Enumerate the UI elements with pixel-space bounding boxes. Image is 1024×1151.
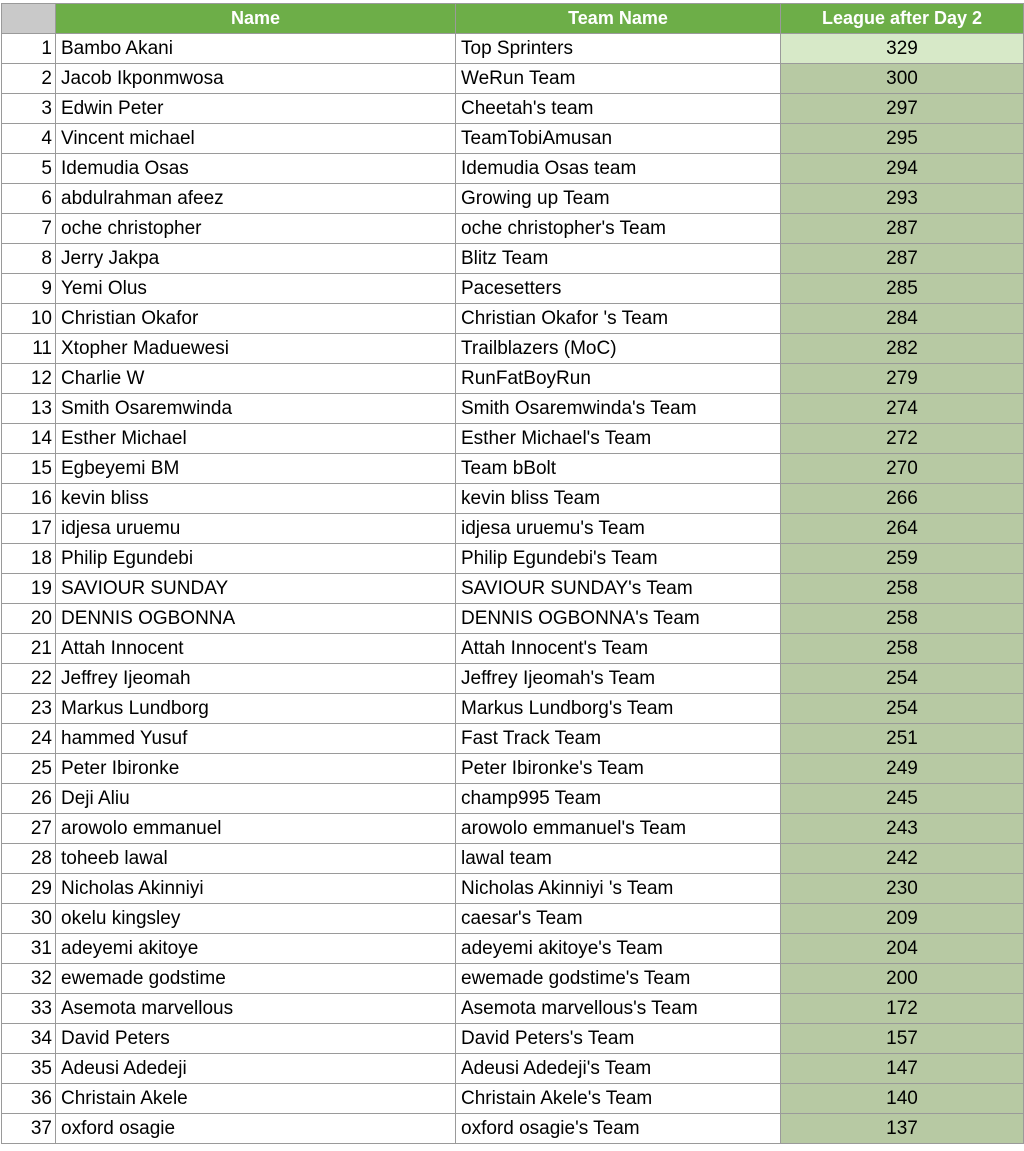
team-name-cell[interactable]: David Peters's Team <box>456 1024 781 1054</box>
team-name-cell[interactable]: TeamTobiAmusan <box>456 124 781 154</box>
team-name-cell[interactable]: Esther Michael's Team <box>456 424 781 454</box>
table-body <box>2 34 1024 1144</box>
name-cell[interactable]: SAVIOUR SUNDAY <box>56 574 456 604</box>
score-cell[interactable]: 258 <box>781 604 1024 634</box>
score-cell[interactable]: 172 <box>781 994 1024 1024</box>
table-row <box>2 124 1024 154</box>
column-header-score[interactable]: League after Day 2 <box>781 4 1024 34</box>
score-cell[interactable]: 297 <box>781 94 1024 124</box>
score-cell[interactable]: 258 <box>781 634 1024 664</box>
team-name-cell[interactable]: Top Sprinters <box>456 34 781 64</box>
table-row <box>2 844 1024 874</box>
score-cell[interactable]: 272 <box>781 424 1024 454</box>
column-header-name[interactable]: Name <box>56 4 456 34</box>
score-cell[interactable]: 282 <box>781 334 1024 364</box>
team-name-cell[interactable]: oche christopher's Team <box>456 214 781 244</box>
table-row <box>2 214 1024 244</box>
team-name-cell[interactable]: Peter Ibironke's Team <box>456 754 781 784</box>
row-number-cell[interactable]: 18 <box>2 544 56 574</box>
team-name-cell[interactable]: Nicholas Akinniyi 's Team <box>456 874 781 904</box>
name-cell[interactable]: Nicholas Akinniyi <box>56 874 456 904</box>
name-cell[interactable]: DENNIS OGBONNA <box>56 604 456 634</box>
team-name-cell[interactable]: arowolo emmanuel's Team <box>456 814 781 844</box>
name-cell[interactable]: Esther Michael <box>56 424 456 454</box>
name-cell[interactable]: adeyemi akitoye <box>56 934 456 964</box>
row-number-cell[interactable]: 17 <box>2 514 56 544</box>
score-cell[interactable]: 329 <box>781 34 1024 64</box>
name-cell[interactable]: hammed Yusuf <box>56 724 456 754</box>
name-cell[interactable]: ewemade godstime <box>56 964 456 994</box>
score-cell[interactable]: 242 <box>781 844 1024 874</box>
name-cell[interactable]: Attah Innocent <box>56 634 456 664</box>
score-cell[interactable]: 230 <box>781 874 1024 904</box>
row-number-cell[interactable]: 1 <box>2 34 56 64</box>
score-cell[interactable]: 259 <box>781 544 1024 574</box>
table-row <box>2 634 1024 664</box>
row-number-cell[interactable]: 21 <box>2 634 56 664</box>
table-row <box>2 484 1024 514</box>
team-name-cell[interactable]: Adeusi Adedeji's Team <box>456 1054 781 1084</box>
row-number-cell[interactable]: 12 <box>2 364 56 394</box>
table-row <box>2 154 1024 184</box>
table-row <box>2 454 1024 484</box>
name-cell[interactable]: David Peters <box>56 1024 456 1054</box>
team-name-cell[interactable]: Markus Lundborg's Team <box>456 694 781 724</box>
table-row <box>2 304 1024 334</box>
score-cell[interactable]: 287 <box>781 214 1024 244</box>
header-row <box>2 4 1024 34</box>
table-row <box>2 64 1024 94</box>
name-cell[interactable]: Jerry Jakpa <box>56 244 456 274</box>
table-row <box>2 574 1024 604</box>
team-name-cell[interactable]: Pacesetters <box>456 274 781 304</box>
name-cell[interactable]: Smith Osaremwinda <box>56 394 456 424</box>
name-cell[interactable]: Idemudia Osas <box>56 154 456 184</box>
team-name-cell[interactable]: Cheetah's team <box>456 94 781 124</box>
score-cell[interactable]: 254 <box>781 664 1024 694</box>
table-row <box>2 424 1024 454</box>
score-cell[interactable]: 266 <box>781 484 1024 514</box>
team-name-cell[interactable]: Idemudia Osas team <box>456 154 781 184</box>
team-name-cell[interactable]: Blitz Team <box>456 244 781 274</box>
row-number-cell[interactable]: 20 <box>2 604 56 634</box>
name-cell[interactable]: Markus Lundborg <box>56 694 456 724</box>
name-cell[interactable]: Peter Ibironke <box>56 754 456 784</box>
row-number-cell[interactable]: 4 <box>2 124 56 154</box>
name-cell[interactable]: abdulrahman afeez <box>56 184 456 214</box>
row-number-cell[interactable]: 35 <box>2 1054 56 1084</box>
team-name-cell[interactable]: ewemade godstime's Team <box>456 964 781 994</box>
table-row <box>2 184 1024 214</box>
score-cell[interactable]: 293 <box>781 184 1024 214</box>
name-cell[interactable]: Edwin Peter <box>56 94 456 124</box>
name-cell[interactable]: kevin bliss <box>56 484 456 514</box>
row-number-cell[interactable]: 16 <box>2 484 56 514</box>
team-name-cell[interactable]: Smith Osaremwinda's Team <box>456 394 781 424</box>
row-number-cell[interactable]: 28 <box>2 844 56 874</box>
name-cell[interactable]: oxford osagie <box>56 1114 456 1144</box>
row-number-cell[interactable]: 19 <box>2 574 56 604</box>
table-row <box>2 754 1024 784</box>
table-row <box>2 814 1024 844</box>
score-cell[interactable]: 147 <box>781 1054 1024 1084</box>
team-name-cell[interactable]: idjesa uruemu's Team <box>456 514 781 544</box>
name-cell[interactable]: Jeffrey Ijeomah <box>56 664 456 694</box>
name-cell[interactable]: Deji Aliu <box>56 784 456 814</box>
team-name-cell[interactable]: RunFatBoyRun <box>456 364 781 394</box>
score-cell[interactable]: 294 <box>781 154 1024 184</box>
name-cell[interactable]: Jacob Ikponmwosa <box>56 64 456 94</box>
name-cell[interactable]: Xtopher Maduewesi <box>56 334 456 364</box>
table-row <box>2 784 1024 814</box>
row-number-cell[interactable]: 2 <box>2 64 56 94</box>
row-number-cell[interactable]: 24 <box>2 724 56 754</box>
table-row <box>2 694 1024 724</box>
row-number-cell[interactable]: 37 <box>2 1114 56 1144</box>
score-cell[interactable]: 279 <box>781 364 1024 394</box>
row-number-cell[interactable]: 25 <box>2 754 56 784</box>
table-row <box>2 1024 1024 1054</box>
row-number-cell[interactable]: 31 <box>2 934 56 964</box>
table-row <box>2 1084 1024 1114</box>
table-row <box>2 994 1024 1024</box>
table-row <box>2 934 1024 964</box>
row-number-cell[interactable]: 11 <box>2 334 56 364</box>
score-cell[interactable]: 285 <box>781 274 1024 304</box>
score-cell[interactable]: 204 <box>781 934 1024 964</box>
team-name-cell[interactable]: kevin bliss Team <box>456 484 781 514</box>
row-number-cell[interactable]: 23 <box>2 694 56 724</box>
row-number-cell[interactable]: 9 <box>2 274 56 304</box>
table-row <box>2 664 1024 694</box>
score-cell[interactable]: 249 <box>781 754 1024 784</box>
table-row <box>2 904 1024 934</box>
row-number-cell[interactable]: 14 <box>2 424 56 454</box>
row-number-cell[interactable]: 32 <box>2 964 56 994</box>
team-name-cell[interactable]: caesar's Team <box>456 904 781 934</box>
team-name-cell[interactable]: DENNIS OGBONNA's Team <box>456 604 781 634</box>
score-cell[interactable]: 284 <box>781 304 1024 334</box>
name-cell[interactable]: Vincent michael <box>56 124 456 154</box>
row-number-cell[interactable]: 3 <box>2 94 56 124</box>
row-number-cell[interactable]: 27 <box>2 814 56 844</box>
table-row <box>2 364 1024 394</box>
team-name-cell[interactable]: SAVIOUR SUNDAY's Team <box>456 574 781 604</box>
team-name-cell[interactable]: champ995 Team <box>456 784 781 814</box>
score-cell[interactable]: 157 <box>781 1024 1024 1054</box>
team-name-cell[interactable]: Christian Okafor 's Team <box>456 304 781 334</box>
name-cell[interactable]: Yemi Olus <box>56 274 456 304</box>
team-name-cell[interactable]: Team bBolt <box>456 454 781 484</box>
score-cell[interactable]: 295 <box>781 124 1024 154</box>
table-row <box>2 1054 1024 1084</box>
score-cell[interactable]: 264 <box>781 514 1024 544</box>
team-name-cell[interactable]: Philip Egundebi's Team <box>456 544 781 574</box>
table-row <box>2 244 1024 274</box>
team-name-cell[interactable]: Trailblazers (MoC) <box>456 334 781 364</box>
name-cell[interactable]: Charlie W <box>56 364 456 394</box>
row-number-cell[interactable]: 15 <box>2 454 56 484</box>
row-number-cell[interactable]: 36 <box>2 1084 56 1114</box>
table-row <box>2 1114 1024 1144</box>
name-cell[interactable]: Christian Okafor <box>56 304 456 334</box>
team-name-cell[interactable]: oxford osagie's Team <box>456 1114 781 1144</box>
table-header <box>2 4 1024 34</box>
row-number-cell[interactable]: 33 <box>2 994 56 1024</box>
name-cell[interactable]: Asemota marvellous <box>56 994 456 1024</box>
name-cell[interactable]: Adeusi Adedeji <box>56 1054 456 1084</box>
team-name-cell[interactable]: adeyemi akitoye's Team <box>456 934 781 964</box>
score-cell[interactable]: 140 <box>781 1084 1024 1114</box>
row-number-cell[interactable]: 26 <box>2 784 56 814</box>
score-cell[interactable]: 200 <box>781 964 1024 994</box>
name-cell[interactable]: okelu kingsley <box>56 904 456 934</box>
league-table <box>1 3 1024 1144</box>
name-cell[interactable]: Egbeyemi BM <box>56 454 456 484</box>
table-row <box>2 34 1024 64</box>
name-cell[interactable]: Christain Akele <box>56 1084 456 1114</box>
name-cell[interactable]: idjesa uruemu <box>56 514 456 544</box>
score-cell[interactable]: 270 <box>781 454 1024 484</box>
score-cell[interactable]: 258 <box>781 574 1024 604</box>
column-header-team[interactable]: Team Name <box>456 4 781 34</box>
table-row <box>2 874 1024 904</box>
table-row <box>2 514 1024 544</box>
name-cell[interactable]: toheeb lawal <box>56 844 456 874</box>
team-name-cell[interactable]: Fast Track Team <box>456 724 781 754</box>
table-row <box>2 724 1024 754</box>
row-number-cell[interactable]: 34 <box>2 1024 56 1054</box>
row-number-cell[interactable]: 7 <box>2 214 56 244</box>
table-row <box>2 94 1024 124</box>
score-cell[interactable]: 245 <box>781 784 1024 814</box>
score-cell[interactable]: 287 <box>781 244 1024 274</box>
table-row <box>2 964 1024 994</box>
team-name-cell[interactable]: lawal team <box>456 844 781 874</box>
table-row <box>2 334 1024 364</box>
name-cell[interactable]: Philip Egundebi <box>56 544 456 574</box>
row-number-cell[interactable]: 10 <box>2 304 56 334</box>
corner-cell[interactable] <box>2 4 56 34</box>
team-name-cell[interactable]: Growing up Team <box>456 184 781 214</box>
table-row <box>2 274 1024 304</box>
name-cell[interactable]: Bambo Akani <box>56 34 456 64</box>
score-cell[interactable]: 274 <box>781 394 1024 424</box>
score-cell[interactable]: 137 <box>781 1114 1024 1144</box>
row-number-cell[interactable]: 13 <box>2 394 56 424</box>
row-number-cell[interactable]: 30 <box>2 904 56 934</box>
team-name-cell[interactable]: WeRun Team <box>456 64 781 94</box>
score-cell[interactable]: 243 <box>781 814 1024 844</box>
team-name-cell[interactable]: Attah Innocent's Team <box>456 634 781 664</box>
name-cell[interactable]: oche christopher <box>56 214 456 244</box>
team-name-cell[interactable]: Asemota marvellous's Team <box>456 994 781 1024</box>
table-row <box>2 604 1024 634</box>
score-cell[interactable]: 300 <box>781 64 1024 94</box>
row-number-cell[interactable]: 22 <box>2 664 56 694</box>
row-number-cell[interactable]: 5 <box>2 154 56 184</box>
score-cell[interactable]: 254 <box>781 694 1024 724</box>
name-cell[interactable]: arowolo emmanuel <box>56 814 456 844</box>
row-number-cell[interactable]: 29 <box>2 874 56 904</box>
score-cell[interactable]: 251 <box>781 724 1024 754</box>
table-row <box>2 544 1024 574</box>
team-name-cell[interactable]: Jeffrey Ijeomah's Team <box>456 664 781 694</box>
table-row <box>2 394 1024 424</box>
team-name-cell[interactable]: Christain Akele's Team <box>456 1084 781 1114</box>
score-cell[interactable]: 209 <box>781 904 1024 934</box>
row-number-cell[interactable]: 6 <box>2 184 56 214</box>
row-number-cell[interactable]: 8 <box>2 244 56 274</box>
